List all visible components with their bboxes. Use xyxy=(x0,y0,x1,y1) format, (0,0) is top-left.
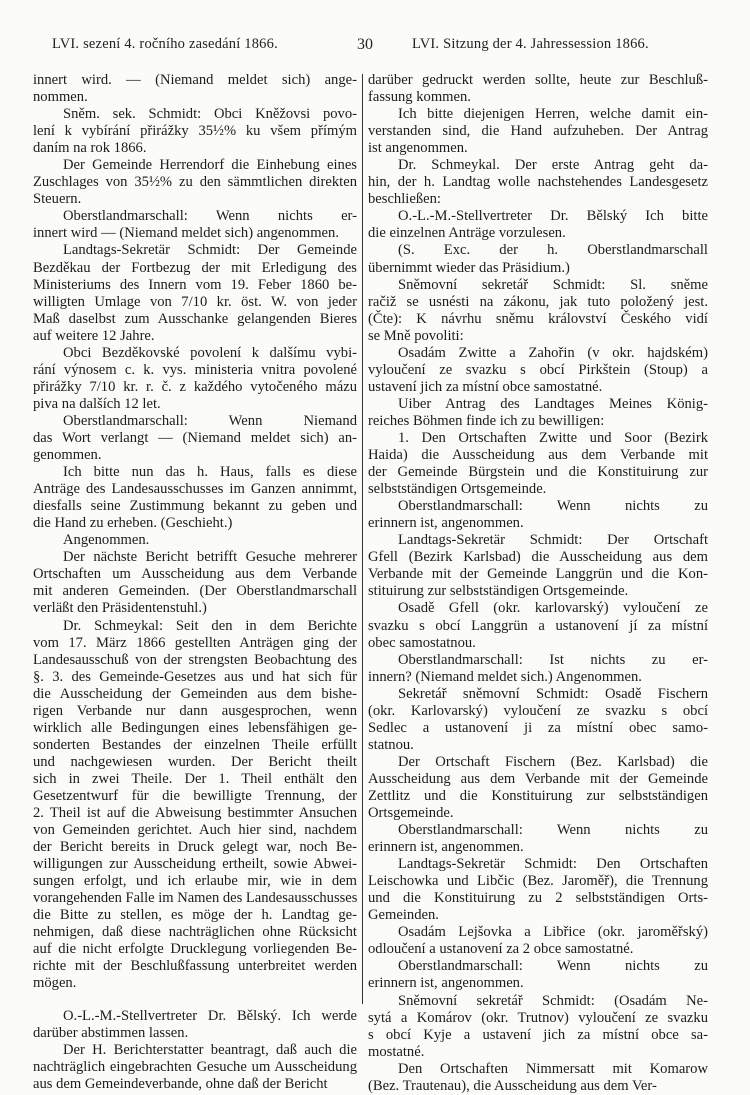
text-line: nommen. xyxy=(33,89,88,106)
text-line: přirážky 7/10 kr. r. č. z každého vytočeného mázu xyxy=(33,378,357,395)
text-line: beschließen: xyxy=(368,191,441,208)
paragraph xyxy=(368,106,708,157)
text-line: (S. Exc. der h. Oberstlandmarschall xyxy=(398,242,708,259)
text-line: Oberstlandmarschall: Ist nichts zu er- xyxy=(398,651,708,668)
text-line: diesfalls seine Zustimmung bekannt zu geben und xyxy=(33,498,357,515)
text-line: von Gemeinden gerichtet. Auch hier sind, nachdem xyxy=(33,822,357,839)
text-line: Der H. Berichterstatter beantragt, daß auch die xyxy=(63,1041,357,1058)
text-line: stituirung zur selbstständigen Ortsgemeinde. xyxy=(368,583,629,600)
paragraph xyxy=(33,618,357,993)
paragraph xyxy=(368,600,708,651)
paragraph xyxy=(33,208,357,242)
paragraph xyxy=(33,413,357,464)
paragraph xyxy=(368,1061,708,1095)
text-line: Dr. Schmeykal. Der erste Antrag geht da- xyxy=(398,157,708,174)
text-line: Oberstlandmarschall: Wenn nichts er- xyxy=(63,208,357,225)
text-line: Der Ortschaft Fischern (Bez. Karlsbad) die xyxy=(398,753,708,770)
header-german-title: LVI. Sitzung der 4. Jahressession 1866. xyxy=(412,36,649,52)
text-line: Ortschaften um Ausscheidung aus dem Verbande xyxy=(33,566,357,583)
text-line: Landtags-Sekretär Schmidt: Der Ortschaft xyxy=(398,532,708,549)
text-line: auf die nicht erfolgte Drucklegung vorliegenden Be- xyxy=(33,941,357,958)
text-line: darüber gedruckt werden sollte, heute zur Beschluß- xyxy=(368,72,708,88)
text-line: und die Konstituirung zu 2 selbstständigen Orts- xyxy=(368,890,708,907)
text-line: daním na rok 1866. xyxy=(33,140,147,157)
text-line: Ministeriums des Innern vom 19. Feber 1860 be- xyxy=(33,276,357,293)
text-line: Gfell (Bezirk Karlsbad) die Ausscheidung aus dem xyxy=(368,549,708,566)
text-line: Angenommen. xyxy=(63,532,150,549)
text-line: sich in zwei Theile. Der 1. Theil enthält den xyxy=(33,770,357,787)
text-line: Gesetzentwurf für die bewilligte Trennung, der xyxy=(33,787,357,804)
text-line: und nachgewiesen wurden. Der Bericht theilt xyxy=(33,753,357,770)
paragraph xyxy=(33,345,357,413)
paragraph xyxy=(368,924,708,958)
text-line: darüber abstimmen lassen. xyxy=(33,1024,189,1041)
text-line: lení k vybírání přirážky 35½% ku všem přímým xyxy=(33,123,357,140)
text-line: Dr. Schmeykal: Seit den in dem Berichte xyxy=(63,617,357,634)
paragraph xyxy=(368,652,708,686)
paragraph xyxy=(33,1042,357,1093)
text-line: Osadě Gfell (okr. karlovarský) vyloučení ze xyxy=(398,600,708,617)
paragraph xyxy=(33,72,357,106)
text-line: vom 17. März 1866 gestellten Anträgen ging der xyxy=(33,634,357,651)
right-column xyxy=(368,72,708,1095)
text-line: Ich bitte diejenigen Herren, welche damit ein- xyxy=(398,106,708,123)
text-line: hin, der h. Landtag wolle nachstehendes Landesgesetz xyxy=(368,174,708,191)
text-line: vyloučení ze svazku s obcí Pirkštein (Stoup) a xyxy=(368,361,708,378)
text-line: Den Ortschaften Nimmersatt mit Komarow xyxy=(398,1060,708,1077)
text-line: Ortsgemeinde. xyxy=(368,805,454,822)
text-line: Anträge des Landesausschusses im Ganzen annimmt, xyxy=(33,481,357,498)
page-header xyxy=(0,36,750,56)
paragraph xyxy=(368,430,708,498)
text-line: Ich bitte nun das h. Haus, falls es diese xyxy=(63,464,357,481)
text-line: Sněmovní sekretář Schmidt: Sl. sněme xyxy=(398,276,708,293)
text-line: Leischowka und Libčic (Bez. Jaroměř), die Trennung xyxy=(368,873,708,890)
text-line: Landesausschuß von der strengsten Beobachtung des xyxy=(33,651,357,668)
paragraph xyxy=(368,822,708,856)
paragraph xyxy=(33,157,357,208)
text-line: (okr. Karlovarský) vyloučení ze svazku s obcí xyxy=(368,702,708,719)
text-line: Uiber Antrag des Landtages Meines König- xyxy=(398,395,708,412)
text-line: sonderten Bestandes der einzelnen Theile erfüllt xyxy=(33,736,357,753)
text-line: Gemeinden. xyxy=(368,907,439,924)
text-line: Der Gemeinde Herrendorf die Einhebung eines xyxy=(63,157,357,174)
text-line: innern? (Niemand meldet sich.) Angenommen. xyxy=(368,668,642,685)
paragraph xyxy=(368,345,708,396)
text-line: verläßt den Präsidentenstuhl.) xyxy=(33,600,207,617)
paragraph xyxy=(33,549,357,617)
text-line: Landtags-Sekretär Schmidt: Den Ortschaften xyxy=(398,856,708,873)
paragraph xyxy=(368,242,708,276)
text-line: O.-L.-M.-Stellvertreter Dr. Bělský. Ich werde xyxy=(63,1007,357,1024)
text-line: mögen. xyxy=(33,975,77,992)
text-line: rigen Verbande nur dann ausgesprochen, wenn xyxy=(33,702,357,719)
paragraph xyxy=(33,1008,357,1042)
text-line: ustavení jich za místní obce samostatné. xyxy=(368,378,603,395)
text-line: übernimmt wieder das Präsidium.) xyxy=(368,259,570,276)
text-line: piva na dalších 12 let. xyxy=(33,395,161,412)
text-line: reiches Böhmen finde ich zu bewilligen: xyxy=(368,412,605,429)
paragraph xyxy=(368,277,708,345)
text-line: 1. Den Ortschaften Zwitte und Soor (Bezirk xyxy=(398,429,708,446)
text-line: Sněmovní sekretář Schmidt: (Osadám Ne- xyxy=(398,992,708,1009)
text-line: selbstständigen Ortsgemeinde. xyxy=(368,481,547,498)
header-czech-title: LVI. sezení 4. ročního zasedání 1866. xyxy=(52,36,278,52)
text-line: die Bitte zu stellen, es möge der h. Landtag ge- xyxy=(33,907,357,924)
text-line: Oberstlandmarschall: Wenn nichts zu xyxy=(398,498,708,515)
text-line: nachträglich eingebrachten Gesuche um Ausscheidung xyxy=(33,1058,357,1075)
text-line: die einzelnen Anträge vorzulesen. xyxy=(368,225,566,242)
left-column xyxy=(33,72,357,1093)
paragraph xyxy=(368,686,708,754)
paragraph xyxy=(368,993,708,1061)
paragraph xyxy=(33,106,357,157)
text-line: genommen. xyxy=(33,447,102,464)
text-line: obec samostatnou. xyxy=(368,634,476,651)
text-line: Landtags-Sekretär Schmidt: Der Gemeinde xyxy=(63,242,357,259)
text-line: O.-L.-M.-Stellvertreter Dr. Bělský Ich bitte xyxy=(398,208,708,225)
text-line: Oberstlandmarschall: Wenn nichts zu xyxy=(398,958,708,975)
text-line: erinnern ist, angenommen. xyxy=(368,515,524,532)
text-line: der Gemeinde Bürgstein und die Konstituirung zur xyxy=(368,464,708,481)
paragraph xyxy=(33,242,357,344)
paragraph xyxy=(33,464,357,532)
text-line: odloučení a ustanovení za 2 obce samostatné. xyxy=(368,941,634,958)
text-line: Ausscheidung aus dem Verbande mit der Gemeinde xyxy=(368,770,708,787)
text-line: 2. Theil ist auf die Abweisung bestimmter Ansuchen xyxy=(33,805,357,822)
paragraph xyxy=(368,396,708,430)
text-line: willigungen zur Ausscheidung ertheilt, sowie Abwei- xyxy=(33,856,357,873)
text-line: richte mit der Beschlußfassung unterbreitet werden xyxy=(33,958,357,975)
paragraph xyxy=(368,157,708,208)
text-line: Sedlec a ustanovení ji za místní obec samo- xyxy=(368,719,708,736)
text-line: Der nächste Bericht betrifft Gesuche mehrerer xyxy=(63,549,357,566)
text-line: Verbande mit der Gemeinde Langgrün und die Kon- xyxy=(368,566,708,583)
text-line: Zuschlages von 35½% zu den sämmtlichen direkten xyxy=(33,174,357,191)
page-number: 30 xyxy=(357,36,373,53)
text-line: vorangehenden Falle im Namen des Landesausschusses xyxy=(33,890,358,907)
text-line: Osadám Lejšovka a Libřice (okr. jaroměřský) xyxy=(398,924,708,941)
text-line: Bezděkau der Fortbezug der mit Erledigung des xyxy=(33,259,357,276)
text-line: račiž se usnésti na zákonu, jak tuto položený jest. xyxy=(368,293,708,310)
text-line: aus dem Gemeindeverbande, ohne daß der Bericht xyxy=(33,1075,328,1092)
text-line: Sněm. sek. Schmidt: Obci Kněžovsi povo- xyxy=(63,106,357,123)
column-divider xyxy=(362,74,363,1004)
text-line: Oberstlandmarschall: Wenn Niemand xyxy=(63,412,357,429)
paragraph xyxy=(368,208,708,242)
paragraph xyxy=(368,958,708,992)
paragraph xyxy=(368,856,708,924)
text-line: ist angenommen. xyxy=(368,140,468,157)
text-line: §. 3. des Gemeinde-Gesetzes aus und hat sich für xyxy=(33,668,357,685)
text-line: auf weitere 12 Jahre. xyxy=(33,327,155,344)
text-line: das Wort verlangt — (Niemand meldet sich) an- xyxy=(33,429,357,446)
text-line: die Ausscheidung der Gemeinden aus dem bishe- xyxy=(33,685,357,702)
text-line: svazku s obcí Langgrün a ustanovení jí za místní xyxy=(368,617,708,634)
text-line: Osadám Zwitte a Zahořin (v okr. hajdském) xyxy=(398,344,708,361)
paragraph xyxy=(368,532,708,600)
text-line: Oberstlandmarschall: Wenn nichts zu xyxy=(398,822,708,839)
text-line: erinnern ist, angenommen. xyxy=(368,839,524,856)
text-line: sytá a Komárov (okr. Trutnov) vyloučení ze svazku xyxy=(368,1009,708,1026)
paragraph xyxy=(368,754,708,822)
text-line: willigten Umlage von 7/10 kr. öst. W. von jeder xyxy=(33,293,357,310)
text-line: fassung kommen. xyxy=(368,89,471,106)
text-line: rání výnosem c. k. vys. ministeria vnitra povolené xyxy=(33,361,357,378)
text-line: (Čte): K návrhu sněmu království Českého vidí xyxy=(368,310,708,327)
text-line: mostatné. xyxy=(368,1043,425,1060)
paragraph xyxy=(368,72,708,106)
text-line: Steuern. xyxy=(33,191,82,208)
text-line: nehmigen, daß diese nachträglichen ohne Rücksicht xyxy=(33,924,357,941)
text-line: sungen erfolgt, und ich erlaube mir, wie in dem xyxy=(33,873,357,890)
text-line: Haida) die Ausscheidung aus dem Verbande mit xyxy=(368,447,708,464)
text-line: innert wird. — (Niemand meldet sich) ange- xyxy=(33,72,357,88)
text-line: verstanden sind, die Hand aufzuheben. Der Antrag xyxy=(368,123,708,140)
text-line: wirklich alle Bedingungen eines lebensfähigen ge- xyxy=(33,719,357,736)
text-line: Obci Bezděkovské povolení k dalšímu vybi- xyxy=(63,344,357,361)
text-line: erinnern ist, angenommen. xyxy=(368,975,524,992)
text-line: die Hand zu erheben. (Geschieht.) xyxy=(33,515,233,532)
text-line: Maß daselbst zum Ausschanke gelangenden Bieres xyxy=(33,310,357,327)
text-line: innert wird — (Niemand meldet sich) angenommen. xyxy=(33,225,339,242)
paragraph xyxy=(33,532,357,549)
text-line: Zettlitz und die Konstituirung zur selbstständigen xyxy=(368,787,708,804)
text-line: der Bericht bereits in Druck gelegt war, noch Be- xyxy=(33,839,357,856)
text-line: se Mně povoliti: xyxy=(368,327,464,344)
text-line: mit anderen Gemeinden. (Der Oberstlandmarschall xyxy=(33,583,357,600)
text-line: Sekretář sněmovní Schmidt: Osadě Fischern xyxy=(398,685,708,702)
text-line: (Bez. Trautenau), die Ausscheidung aus dem Ver- xyxy=(368,1077,657,1094)
text-line: s obcí Kyje a ustavení jich za místní obce sa- xyxy=(368,1026,708,1043)
text-line: statnou. xyxy=(368,736,414,753)
paragraph xyxy=(368,498,708,532)
